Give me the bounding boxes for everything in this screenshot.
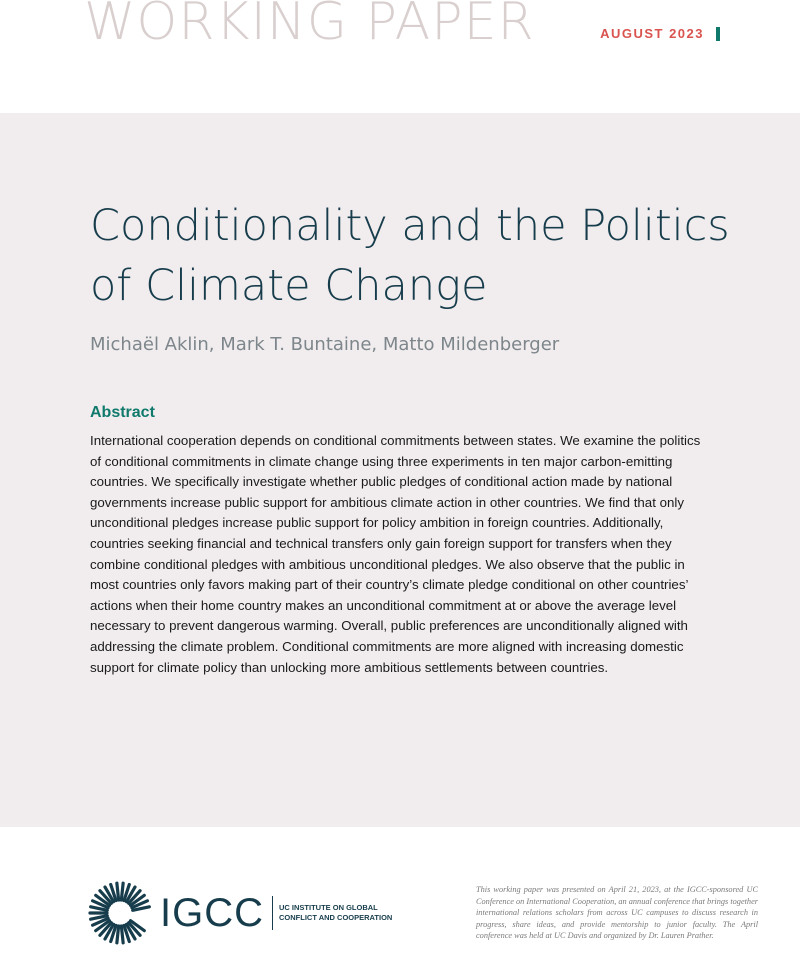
- paper-authors: Michaël Aklin, Mark T. Buntaine, Matto Mildenberger: [90, 334, 560, 355]
- date-block: [600, 26, 720, 41]
- abstract-text: International cooperation depends on conditional commitments between states. We examine the politics of conditional commitments in climate change using three experiments in ten major carbon-emitting countries. We specifically investigate whether public pledges of conditional action made by national governments increase public support for ambitious climate action in other countries. We find that only unconditional pledges increase public support for policy ambition in foreign countries. Additionally, countries seeking financial and technical transfers only gain foreign support for transfers when they combine conditional pledges with ambitious unconditional pledges. We also observe that the public in most countries only favors making part of their country’s climate pledge conditional on other countries’ actions when their home country makes an unconditional commitment at or above the average level necessary to prevent dangerous warming. Overall, public preferences are unconditionally aligned with addressing the climate problem. Conditional commitments are more aligned with increasing domestic support for climate policy than unlocking more ambitious settlements between countries.: [90, 433, 701, 675]
- paper-title: Conditionality and the Politics of Climate Change: [90, 201, 730, 311]
- logo-divider: [272, 896, 273, 930]
- publication-date: AUGUST 2023: [600, 26, 704, 41]
- logo-center: [113, 906, 127, 920]
- logo-ray: [117, 926, 119, 943]
- logo-ray: [121, 926, 123, 943]
- logo-wordmark: IGCC: [160, 890, 264, 935]
- series-label: WORKING PAPER: [84, 0, 535, 52]
- igcc-circle-logo-icon: [88, 881, 152, 945]
- conference-note: This working paper was presented on April 21, 2023, at the IGCC-sponsored UC Conference on International Cooperation, an annual conference that brings together international relations scholars from across UC campuses to discuss research in progress, share ideas, and provide mentorship to junior faculty. The April conference was held at UC Davis and organized by Dr. Lauren Prather.: [476, 885, 758, 941]
- header: [0, 0, 800, 113]
- logo-ray: [121, 883, 123, 900]
- igcc-logo: [88, 881, 399, 945]
- date-accent-bar: [716, 27, 720, 41]
- logo-subtitle: UC INSTITUTE ON GLOBAL CONFLICT AND COOPERATION: [279, 903, 393, 922]
- logo-ray: [117, 883, 119, 900]
- abstract-heading: Abstract: [90, 404, 155, 421]
